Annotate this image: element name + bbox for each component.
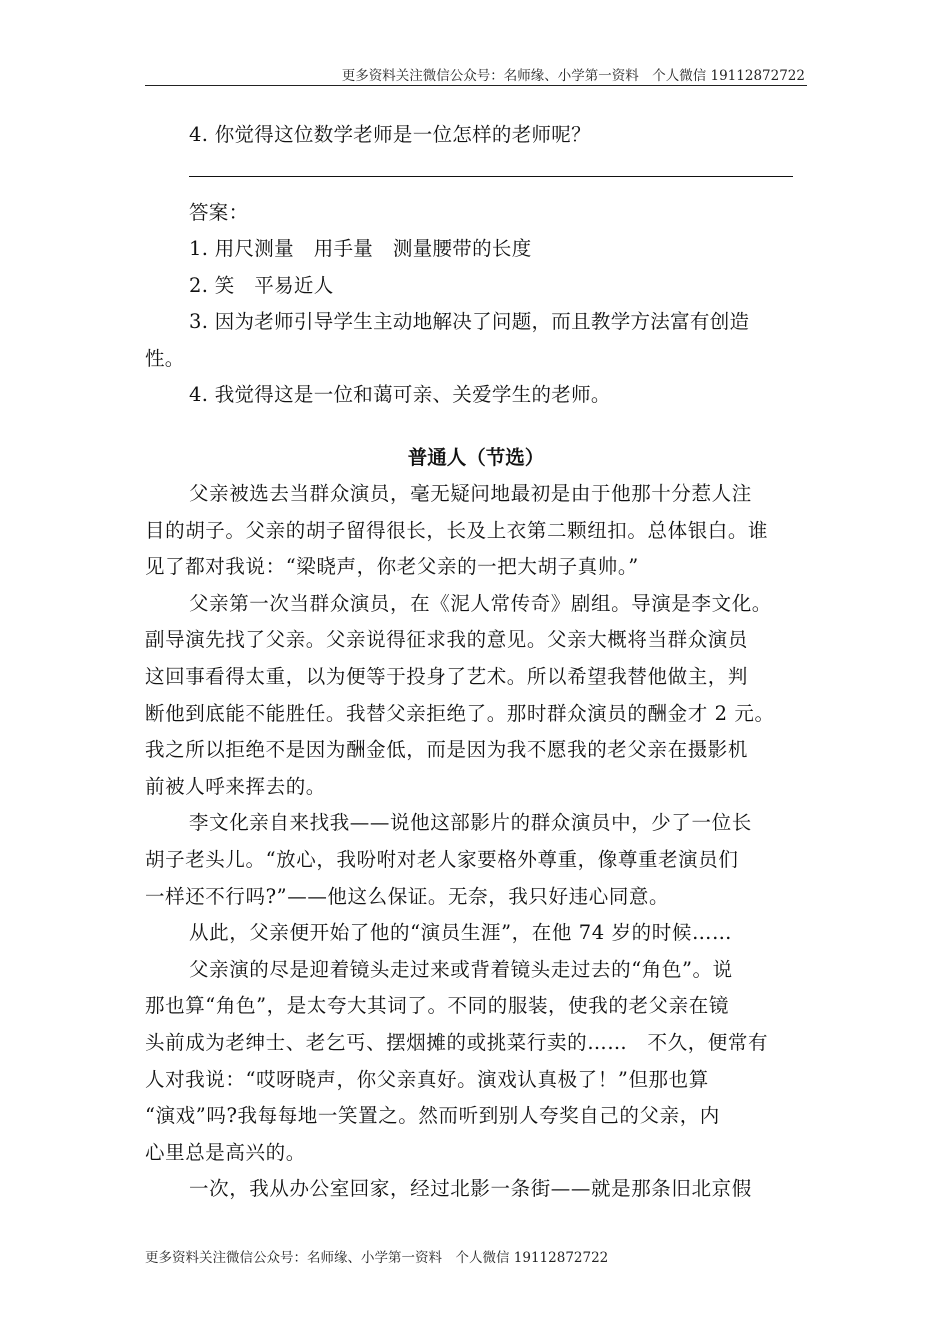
answer-3-continued: 性。 (145, 346, 185, 370)
paragraph-line: 从此，父亲便开始了他的“演员生涯”，在他 74 岁的时候…… (189, 921, 733, 945)
header-divider (145, 85, 807, 86)
answer-label: 答案： (189, 200, 249, 224)
paragraph-line: 我之所以拒绝不是因为酬金低，而是因为我不愿我的老父亲在摄影机 (145, 738, 749, 762)
question-4: 4. 你觉得这位数学老师是一位怎样的老师呢？ (189, 123, 591, 146)
paragraph-line: 心里总是高兴的。 (145, 1140, 306, 1164)
paragraph-line: 那也算“角色”，是太夸大其词了。不同的服装，使我的老父亲在镜 (145, 994, 729, 1018)
paragraph-line: 见了都对我说：“梁晓声，你老父亲的一把大胡子真帅。” (145, 555, 639, 579)
answer-4: 4. 我觉得这是一位和蔼可亲、关爱学生的老师。 (189, 383, 611, 406)
paragraph-line: 胡子老头儿。“放心，我吩咐对老人家要格外尊重，像尊重老演员们 (145, 847, 739, 871)
page-header: 更多资料关注微信公众号：名师缘、小学第一资料 个人微信 19112872722 (341, 68, 805, 84)
page-content (145, 117, 807, 1208)
answer-2: 2. 笑 平易近人 (189, 273, 334, 297)
paragraph-line: 一次，我从办公室回家，经过北影一条街——就是那条旧北京假 (189, 1177, 752, 1201)
paragraph-line: “演戏”吗?我每每地一笑置之。然而听到别人夸奖自己的父亲，内 (145, 1104, 720, 1128)
answer-blank-line (189, 176, 793, 177)
answer-1: 1. 用尺测量 用手量 测量腰带的长度 (189, 237, 532, 260)
paragraph-line: 父亲第一次当群众演员，在《泥人常传奇》剧组。导演是李文化。 (189, 591, 772, 615)
paragraph-line: 一样还不行吗?”——他这么保证。无奈，我只好违心同意。 (145, 884, 670, 908)
answer-3: 3. 因为老师引导学生主动地解决了问题，而且教学方法富有创造 (189, 310, 750, 333)
paragraph-line: 父亲被选去当群众演员，毫无疑问地最初是由于他那十分惹人注 (189, 482, 752, 505)
paragraph-line: 目的胡子。父亲的胡子留得很长，长及上衣第二颗纽扣。总体银白。谁 (145, 518, 769, 542)
paragraph-line: 这回事看得太重，以为便等于投身了艺术。所以希望我替他做主，判 (145, 664, 749, 688)
paragraph-line: 断他到底能不能胜任。我替父亲拒绝了。那时群众演员的酬金才 2 元。 (145, 701, 775, 725)
paragraph-line: 前被人呼来挥去的。 (145, 774, 326, 798)
article-title: 普通人（节选） (407, 445, 545, 469)
paragraph-line: 父亲演的尽是迎着镜头走过来或背着镜头走过去的“角色”。说 (189, 957, 733, 981)
paragraph-line: 李文化亲自来找我——说他这部影片的群众演员中，少了一位长 (189, 811, 752, 835)
page-footer: 更多资料关注微信公众号：名师缘、小学第一资料 个人微信 19112872722 (145, 1250, 609, 1266)
paragraph-line: 头前成为老绅士、老乞丐、摆烟摊的或挑菜行卖的…… 不久，便常有 (145, 1030, 769, 1054)
article-body (145, 476, 807, 1208)
paragraph-line: 人对我说：“哎呀晓声，你父亲真好。演戏认真极了！”但那也算 (145, 1067, 709, 1091)
paragraph-line: 副导演先找了父亲。父亲说得征求我的意见。父亲大概将当群众演员 (145, 628, 749, 652)
